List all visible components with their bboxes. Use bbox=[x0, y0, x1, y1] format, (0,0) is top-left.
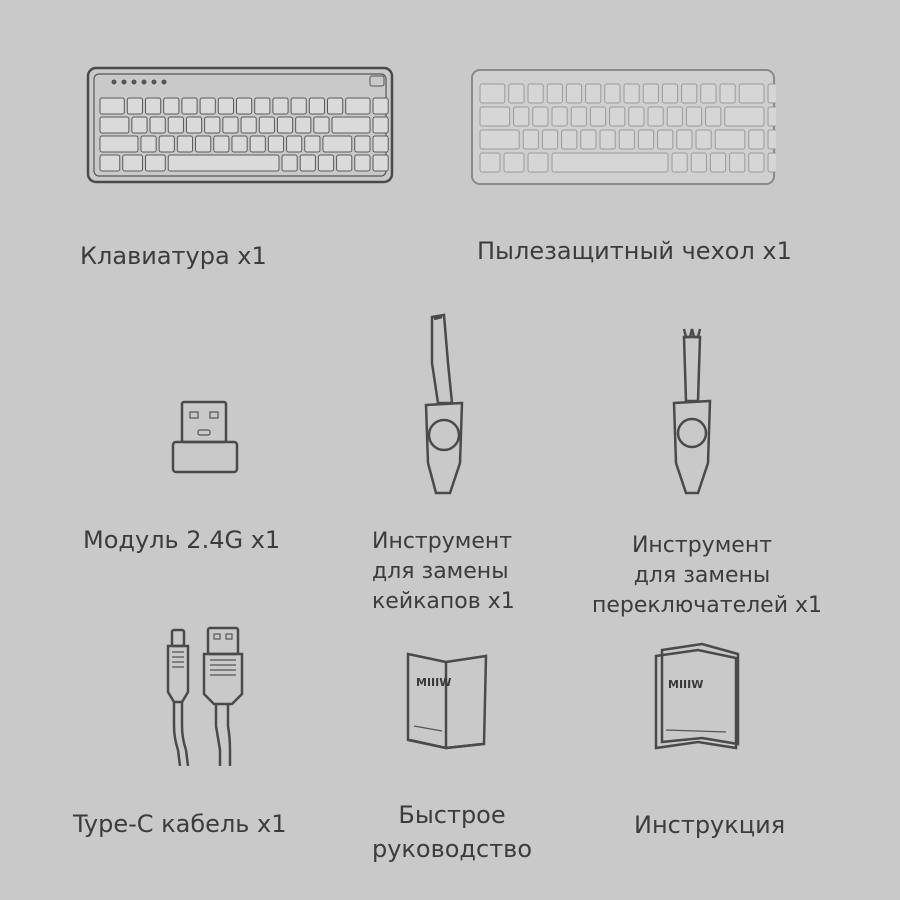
cable-label: Type-C кабель x1 bbox=[73, 810, 287, 838]
switch-tool-line-2: для замены bbox=[633, 563, 771, 588]
keycap-tool-line-1: Инструмент bbox=[372, 529, 513, 554]
dust-cover-image bbox=[470, 68, 776, 186]
keycap-tool-line-2: для замены bbox=[372, 559, 509, 584]
quick-guide-line-1: Быстрое bbox=[398, 801, 506, 829]
keycap-tool-line-3: кейкапов x1 bbox=[372, 589, 515, 614]
manual-brand: MIIIW bbox=[668, 678, 704, 691]
dongle-label: Модуль 2.4G x1 bbox=[83, 526, 281, 554]
keyboard-image bbox=[86, 66, 396, 186]
cable-image bbox=[158, 626, 248, 768]
manual-image bbox=[652, 640, 746, 750]
quick-guide-brand: MIIIW bbox=[416, 676, 452, 689]
quick-guide-line-2: руководство bbox=[371, 835, 533, 863]
switch-tool-line-1: Инструмент bbox=[631, 533, 773, 558]
switch-tool-line-3: переключателей x1 bbox=[592, 593, 823, 618]
keyboard-label: Клавиатура x1 bbox=[80, 242, 267, 270]
dust-cover-label: Пылезащитный чехол x1 bbox=[477, 237, 792, 265]
switch-tool-label bbox=[592, 531, 823, 621]
quick-guide-image bbox=[402, 652, 492, 752]
keycap-tool-image bbox=[414, 313, 474, 498]
dongle-image bbox=[170, 400, 240, 476]
switch-tool-image bbox=[664, 325, 720, 497]
keycap-tool-label bbox=[372, 527, 515, 617]
quick-guide-label bbox=[370, 798, 534, 866]
manual-label: Инструкция bbox=[634, 811, 786, 839]
